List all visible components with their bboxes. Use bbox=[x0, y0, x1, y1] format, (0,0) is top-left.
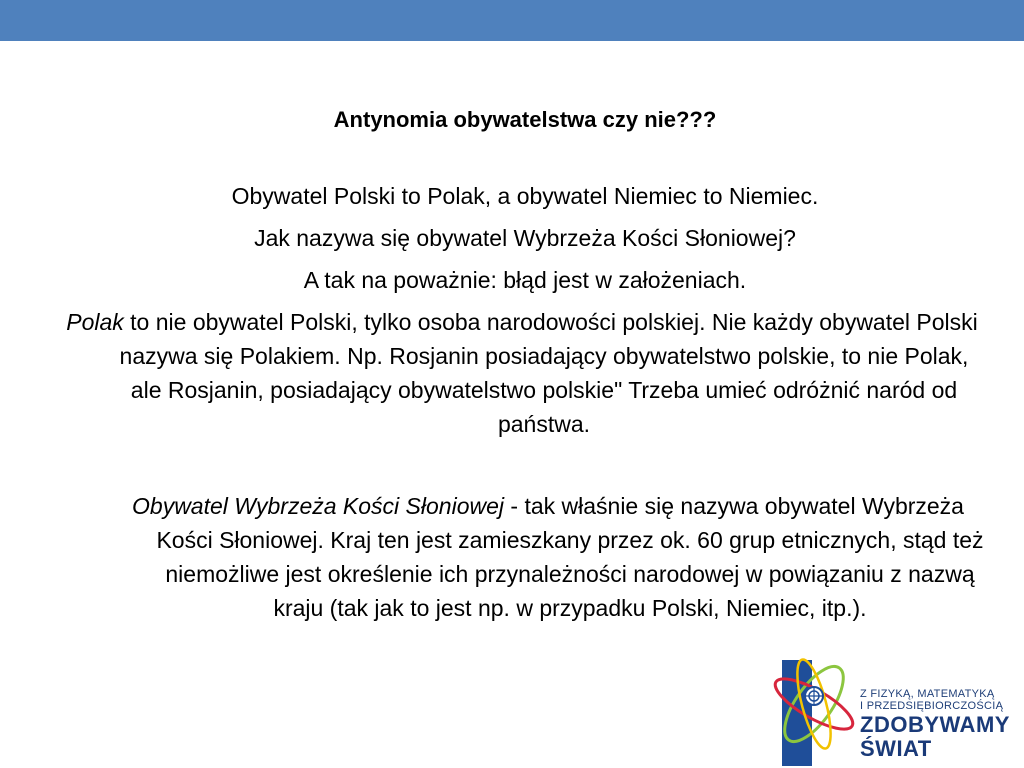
slide-title: Antynomia obywatelstwa czy nie??? bbox=[333, 107, 717, 132]
paragraph-wybrzeze-text: - tak właśnie się nazywa obywatel Wybrzeża Kości Słoniowej. Kraj ten jest zamieszkany przez ok. 60 grup etnicznych, stąd też niemożliwe jest określenie ich przynależności narodowej w powiązaniu z nazwą kraju (tak jak to jest np. w przypadku Polski, Niemiec, itp.). bbox=[156, 493, 984, 621]
project-logo bbox=[768, 626, 1024, 768]
text-line-2: Jak nazywa się obywatel Wybrzeża Kości Słoniowej? bbox=[254, 225, 796, 251]
logo-line-1: Z FIZYKĄ, MATEMATYKĄ bbox=[860, 688, 995, 700]
paragraph-polak-text: to nie obywatel Polski, tylko osoba narodowości polskiej. Nie każdy obywatel Polski nazywa się Polakiem. Np. Rosjanin posiadający obywatelstwo polskie, to nie Polak, ale Rosjanin, posiadający obywatelstwo polskie" Trzeba umieć odróżnić naród od państwa. bbox=[119, 309, 978, 437]
emphasis-wybrzeze: Obywatel Wybrzeża Kości Słoniowej bbox=[132, 493, 504, 519]
header-bar bbox=[0, 0, 1024, 41]
paragraph-wybrzeze bbox=[60, 489, 990, 625]
logo-line-3: ZDOBYWAMY bbox=[860, 712, 1010, 737]
text-line-3: A tak na poważnie: błąd jest w założeniach. bbox=[303, 267, 747, 293]
logo-line-2: I PRZEDSIĘBIORCZOŚCIĄ bbox=[860, 700, 1004, 712]
slide-content bbox=[60, 103, 990, 625]
text-line-1: Obywatel Polski to Polak, a obywatel Niemiec to Niemiec. bbox=[231, 183, 819, 209]
emphasis-polak: Polak bbox=[66, 309, 124, 335]
paragraph-polak bbox=[60, 305, 990, 441]
atom-logo-icon bbox=[768, 626, 868, 768]
logo-line-4: ŚWIAT bbox=[860, 736, 932, 761]
